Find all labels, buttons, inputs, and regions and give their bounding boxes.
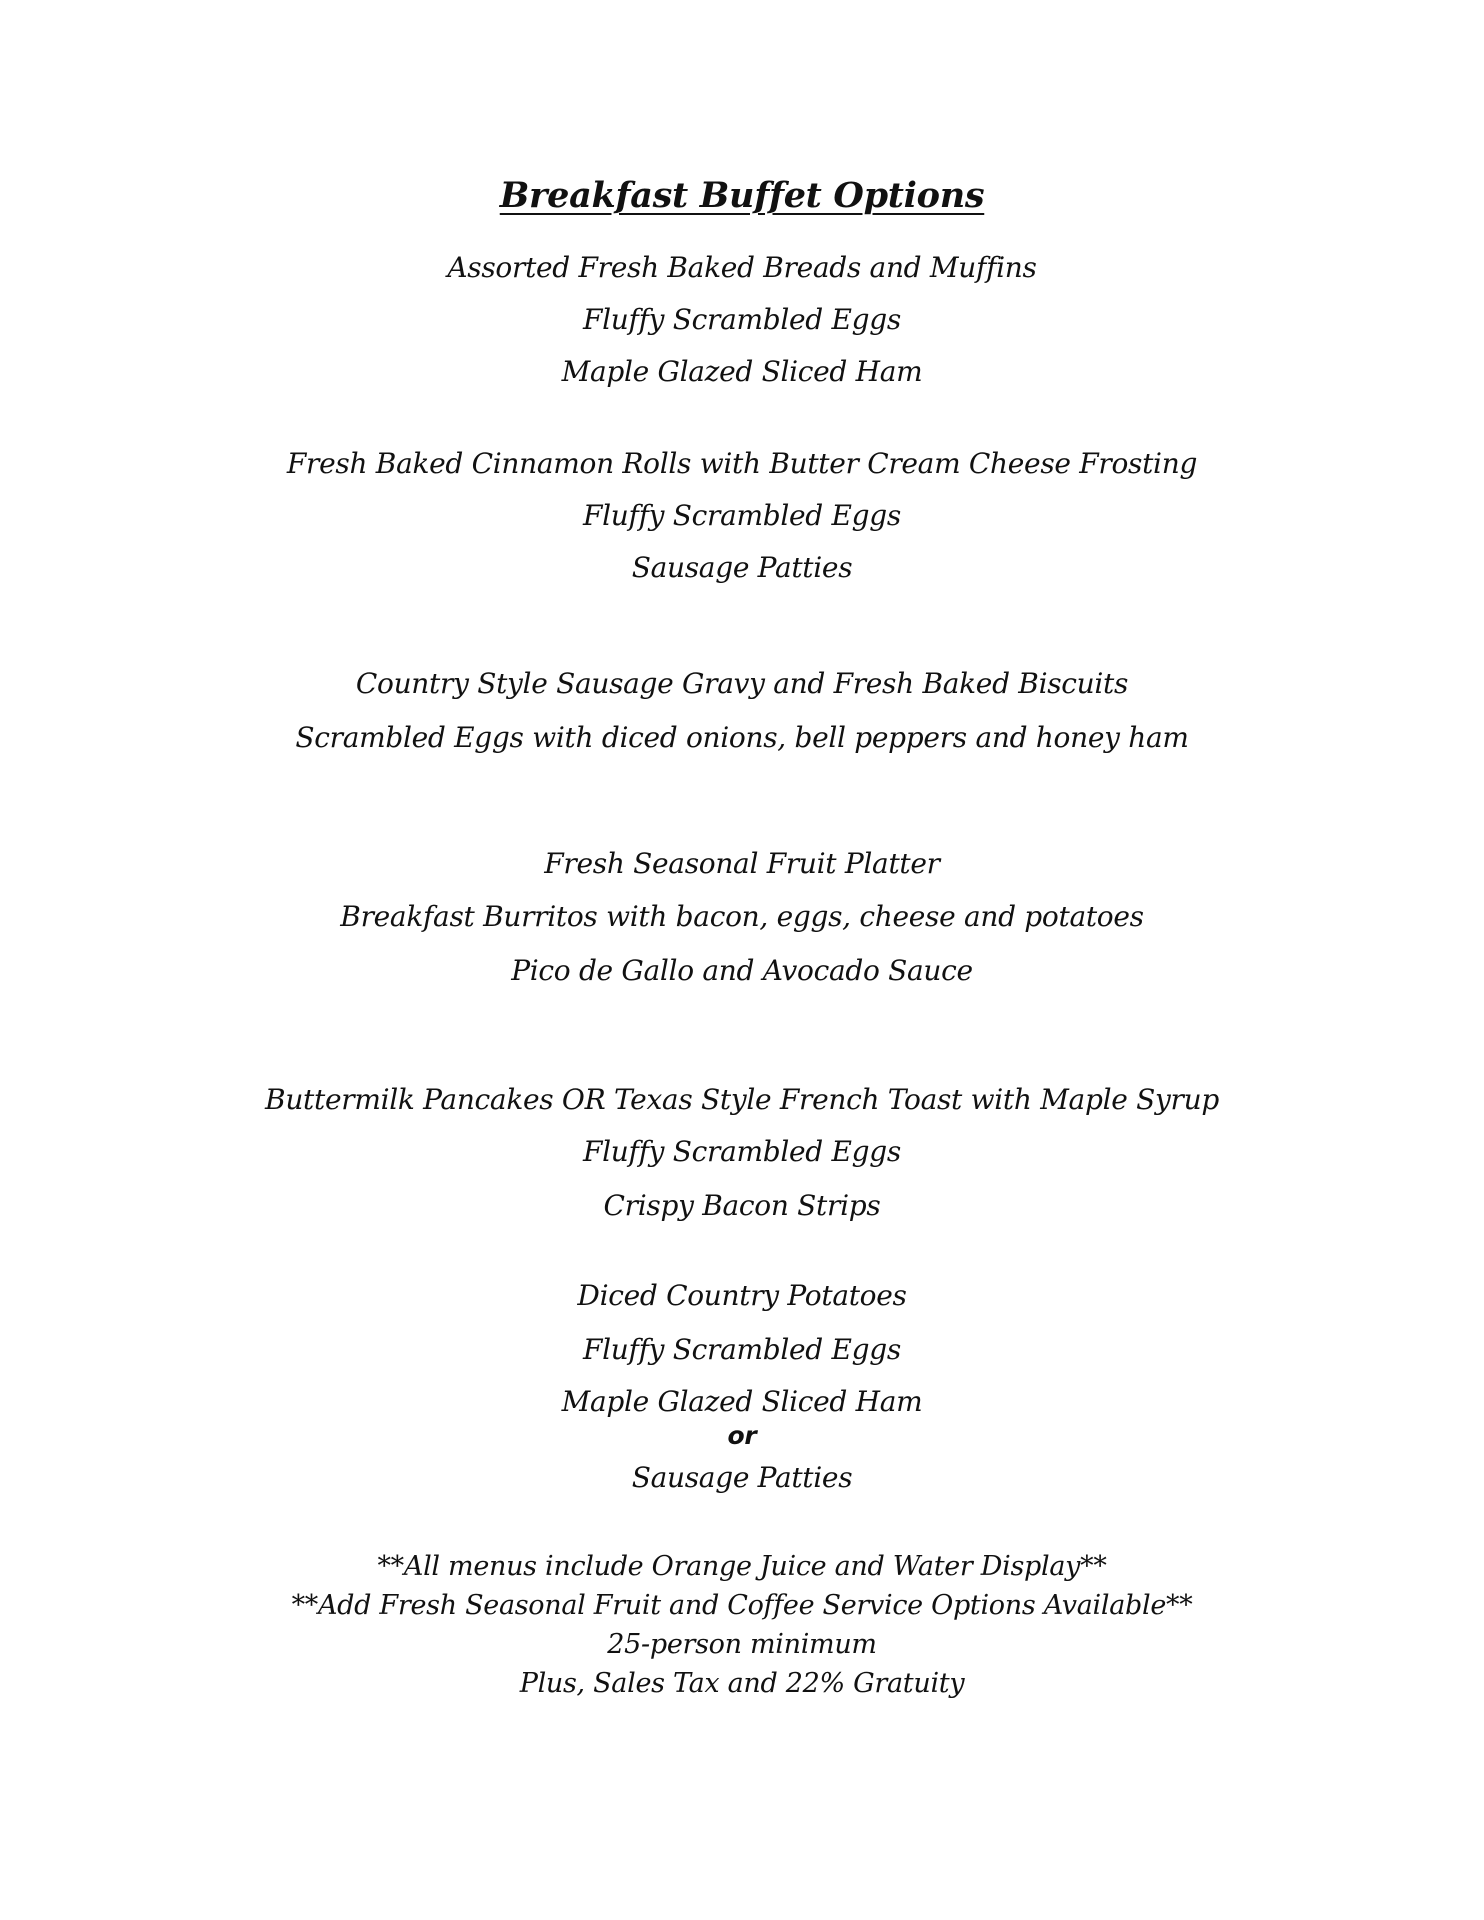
or-separator: or [727, 1421, 757, 1450]
menu-item: Fluffy Scrambled Eggs [583, 303, 901, 336]
menu-item: Fluffy Scrambled Eggs [583, 1333, 901, 1366]
menu-item: Scrambled Eggs with diced onions, bell peppers and honey ham [295, 721, 1189, 754]
menu-item: Pico de Gallo and Avocado Sauce [511, 954, 973, 987]
menu-item: Country Style Sausage Gravy and Fresh Baked Biscuits [355, 667, 1129, 700]
menu-item: Diced Country Potatoes [577, 1279, 907, 1312]
note-line: 25-person minimum [607, 1629, 877, 1660]
menu-item: Fluffy Scrambled Eggs [583, 1135, 901, 1168]
menu-item: Crispy Bacon Strips [603, 1189, 881, 1222]
page-title: Breakfast Buffet Options [499, 175, 985, 216]
menu-item: Maple Glazed Sliced Ham [561, 355, 923, 388]
menu-item: Fresh Seasonal Fruit Platter [544, 847, 940, 880]
menu-item: Buttermilk Pancakes OR Texas Style French Toast with Maple Syrup [265, 1083, 1219, 1116]
menu-item: Sausage Patties [631, 1461, 853, 1494]
menu-item: Assorted Fresh Baked Breads and Muffins [447, 251, 1037, 284]
menu-item: Breakfast Burritos with bacon, eggs, cheese and potatoes [340, 900, 1144, 933]
note-line: Plus, Sales Tax and 22% Gratuity [519, 1668, 965, 1699]
note-line: **Add Fresh Seasonal Fruit and Coffee Service Options Available** [291, 1590, 1193, 1621]
menu-item: Fluffy Scrambled Eggs [583, 499, 901, 532]
note-line: **All menus include Orange Juice and Water Display** [377, 1551, 1107, 1582]
menu-item: Fresh Baked Cinnamon Rolls with Butter Cream Cheese Frosting [286, 447, 1198, 480]
menu-item: Maple Glazed Sliced Ham [561, 1385, 923, 1418]
menu-item: Sausage Patties [631, 551, 853, 584]
